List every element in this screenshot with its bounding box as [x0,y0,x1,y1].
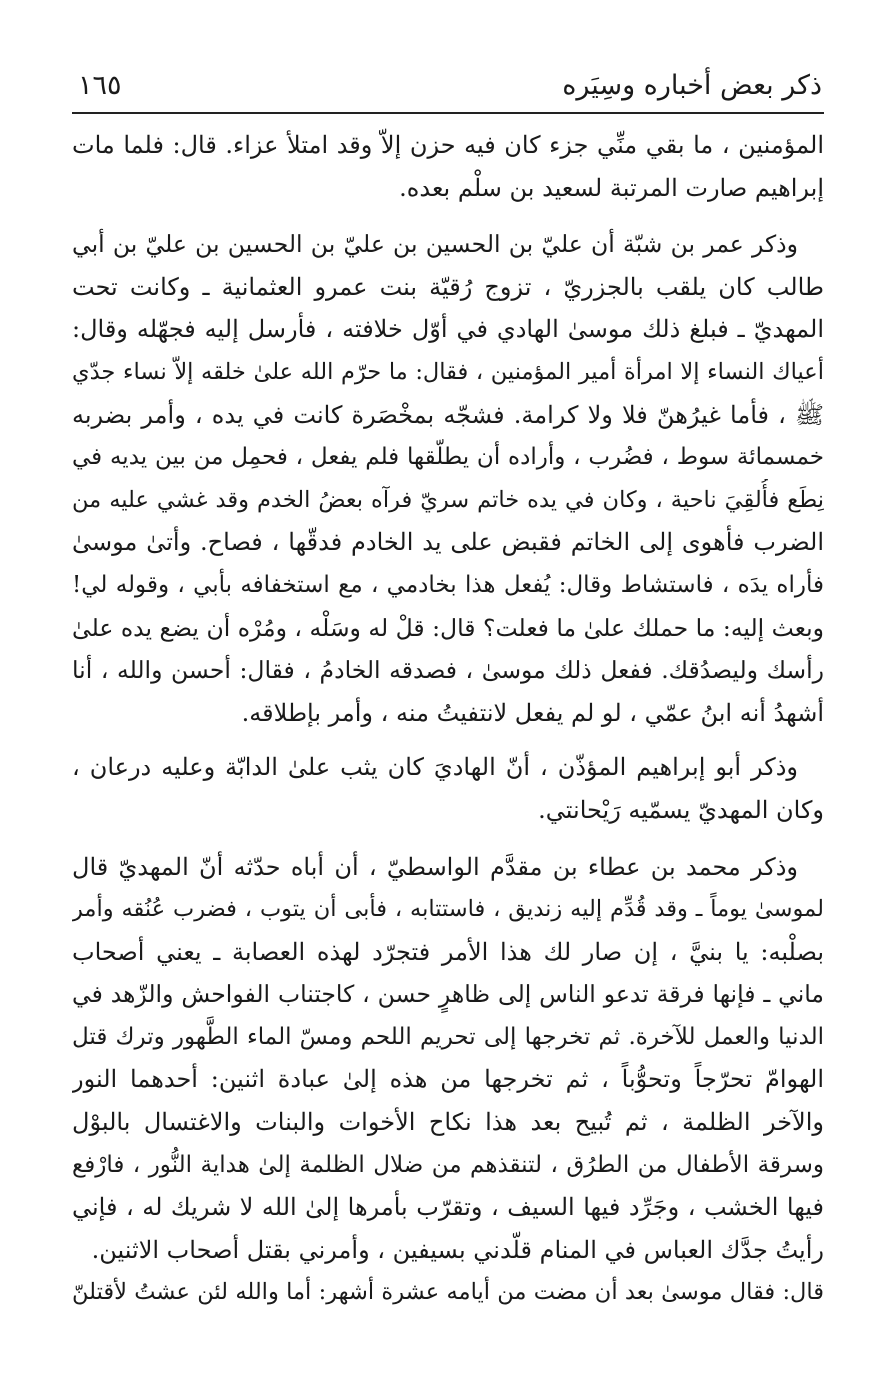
paragraph-1 [72,124,824,209]
text-line: الضرب فأهوى إلى الخاتم فقبض على يد الخادم فدقّها ، فصاح. وأتىٰ موسىٰ [72,528,824,557]
text-line: وبعث إليه: ما حملك علىٰ ما فعلت؟ قال: قلْ له وسَلْه ، ومُرْه أن يضع يده علىٰ [72,613,824,642]
text-line: وسرقة الأطفال من الطرُق ، لتنقذهم من ضلال الظلمة إلىٰ هداية النُّور ، فارْفع [72,1151,824,1178]
text-line: وذكر عمر بن شبّة أن عليّ بن الحسين بن عليّ بن الحسين بن عليّ بن أبي [72,230,798,259]
paragraph-4 [72,846,824,1315]
text-line: المهديّ ـ فبلغ ذلك موسىٰ الهادي في أوّل خلافته ، فأرسل إليه فجهّله وقال: [72,315,824,344]
text-line: طالب كان يلقب بالجزريّ ، تزوج رُقيّة بنت عمرو العثمانية ـ وكانت تحت [72,272,824,301]
text-line: لموسىٰ يوماً ـ وقد قُدِّم إليه زنديق ، فاستتابه ، فأبى أن يتوب ، فضرب عُنُقه وأمر [72,896,824,923]
text-line: نِطَع فأُلقِيَ ناحية ، وكان في يده خاتم سريّ فرآه بعضُ الخدم وقد غشي عليه من [72,486,824,513]
page-number: ١٦٥ [78,70,122,101]
text-line: الدنيا والعمل للآخرة. ثم تخرجها إلى تحريم اللحم ومسّ الماء الطَّهور وترك قتل [72,1023,824,1050]
paragraph-3 [72,746,824,831]
text-line: قال: فقال موسىٰ بعد أن مضت من أيامه عشرة أشهر: أما والله لئن عشتُ لأقتلنّ [72,1279,824,1306]
text-line: وذكر أبو إبراهيم المؤذّن ، أنّ الهاديَ كان يثب علىٰ الدابّة وعليه درعان ، [72,753,798,782]
text-line: بصلْبه: يا بنيَّ ، إن صار لك هذا الأمر فتجرّد لهذه العصابة ـ يعني أصحاب [72,937,824,966]
text-line: وكان المهديّ يسمّيه رَيْحانتي. [538,795,824,824]
text-line: خمسمائة سوط ، فضُرب ، وأراده أن يطلّقها فلم يفعل ، فحمِل من بين يديه في [72,444,824,471]
paragraph-2 [72,223,824,734]
text-line: رأسك وليصدُقك. ففعل ذلك موسىٰ ، فصدقه الخادمُ ، فقال: أحسن والله ، أنا [72,656,824,685]
text-line: ﷺ ، فأما غيرُهنّ فلا ولا كرامة. فشجّه بمخْصَرة كانت في يده ، وأمر بضربه [72,400,824,429]
text-line: رأيتُ جدَّك العباس في المنام قلّدني بسيفين ، وأمرني بقتل أصحاب الاثنين. [91,1235,824,1264]
text-line: وذكر محمد بن عطاء بن مقدَّم الواسطيّ ، أن أباه حدّثه أنّ المهديّ قال [72,852,798,881]
page-header [72,62,824,114]
text-line: أشهدُ أنه ابنُ عمّي ، لو لم يفعل لانتفيتُ منه ، وأمر بإطلاقه. [241,698,824,727]
text-line: إبراهيم صارت المرتبة لسعيد بن سلْم بعده. [399,173,824,202]
body-text [72,124,824,1314]
text-line: ماني ـ فإنها فرقة تدعو الناس إلى ظاهرٍ حسن ، كاجتناب الفواحش والزّهد في [72,980,824,1009]
text-line: الهوامّ تحرّجاً وتحوُّباً ، ثم تخرجها من هذه إلىٰ عبادة اثنين: أحدهما النور [72,1065,824,1094]
text-line: المؤمنين ، ما بقي منِّي جزء كان فيه حزن إلاّ وقد امتلأ عزاء. قال: فلما مات [72,131,824,159]
text-line: فيها الخشب ، وجَرِّد فيها السيف ، وتقرّب بأمرها إلىٰ الله لا شريك له ، فإني [72,1193,824,1222]
text-line: فأراه يدَه ، فاستشاط وقال: يُفعل هذا بخادمي ، مع استخفافه بأبي ، وقوله لي! [72,571,824,598]
running-title: ذكر بعض أخباره وسِيَره [562,70,822,101]
text-line: أعياك النساء إلا امرأة أمير المؤمنين ، فقال: ما حرّم الله علىٰ خلقه إلاّ نساء جدّي [72,358,824,385]
text-line: والآخر الظلمة ، ثم تُبيح بعد هذا نكاح الأخوات والبنات والاغتسال بالبوْل [72,1108,824,1137]
